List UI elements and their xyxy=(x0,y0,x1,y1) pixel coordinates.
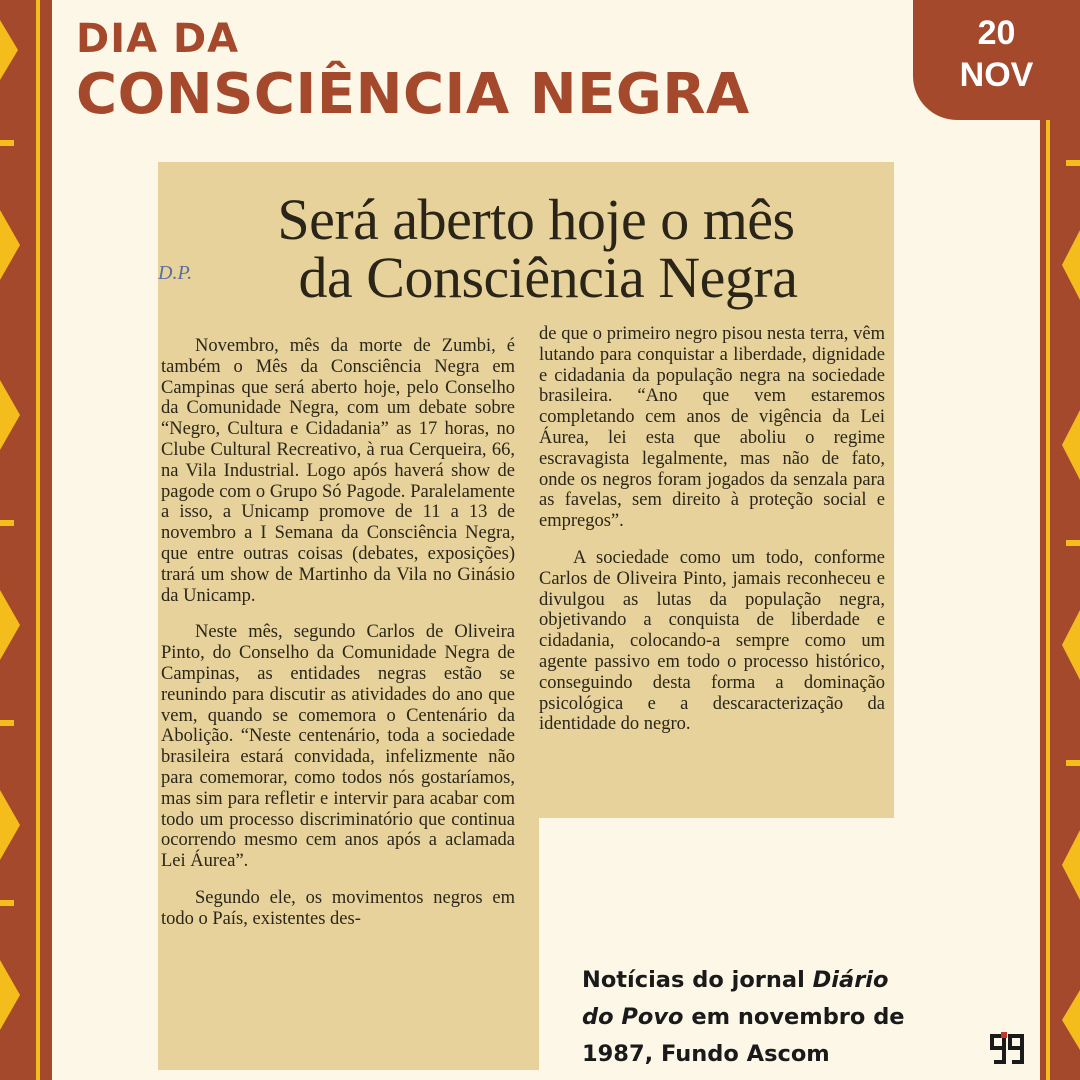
title-line-1: DIA DA xyxy=(76,16,240,62)
right-yellow-stripe xyxy=(1046,0,1050,1080)
newspaper-clipping xyxy=(158,162,894,1070)
article-paragraph: de que o primeiro negro pisou nesta terra, vêm lutando para conquistar a liberdade, dignidade e cidadania da população negra na sociedade brasileira. “Ano que vem estaremos completando cem anos de vigência da Lei Áurea, lei esta que aboliu o regime escravagista legalmente, mas não de fato, onde os negros foram jogados da senzala para as favelas, sem direito à proteção social e empregos”. xyxy=(539,324,885,532)
article-paragraph: Neste mês, segundo Carlos de Oliveira Pinto, do Conselho da Comunidade Negra de Campinas, as entidades negras estão se reunindo para discutir as atividades do ano que vem, quando se comemora o Centenário da Abolição. “Neste centenário, toda a sociedade brasileira estará convidada, infelizmente não para comemorar, como todos nós gostaríamos, mas sim para refletir e intervir para acabar com todo um processo discriminatório que continua ocorrendo mesmo cem anos após a aclamada Lei Áurea”. xyxy=(161,622,515,872)
date-month: NOV xyxy=(959,56,1034,94)
article-paragraph: Segundo ele, os movimentos negros em todo o País, existentes des- xyxy=(161,887,515,929)
article-column-1 xyxy=(161,336,515,930)
caption-text: em novembro de 1987, Fundo Ascom xyxy=(582,1004,905,1067)
tribal-border-left xyxy=(0,0,52,1080)
article-paragraph: Novembro, mês da morte de Zumbi, é também o Mês da Consciência Negra em Campinas que será aberto hoje, pelo Conselho da Comunidade Negra, com um debate sobre “Negro, Cultura e Cidadania” as 17 horas, no Clube Cultural Recreativo, à rua Cerqueira, 66, na Vila Industrial. Logo após haverá show de pagode com o Grupo Só Pagode. Paralelamente a isso, a Unicamp promove de 11 a 13 de novembro a I Semana da Consciência Negra, que entre outras coisas (debates, exposições) trará um show de Martinho da Vila no Ginásio da Unicamp. xyxy=(161,336,515,606)
date-day: 20 xyxy=(977,14,1016,52)
headline-line-1: Será aberto hoje o mês xyxy=(277,187,795,252)
title-line-2: CONSCIÊNCIA NEGRA xyxy=(76,62,750,127)
institution-logo-icon xyxy=(986,1030,1028,1070)
photo-caption xyxy=(582,962,912,1073)
date-badge xyxy=(913,0,1080,120)
caption-newspaper-name: Diário do Povo xyxy=(582,967,889,1030)
left-yellow-stripe xyxy=(36,0,40,1080)
article-paragraph: A sociedade como um todo, conforme Carlos de Oliveira Pinto, jamais reconheceu e divulgou as lutas da população negra, objetivando a conquista de liberdade e cidadania, colocando-a sempre como um agente passivo em todo o processo histórico, conseguindo desta forma a dominação psicológica e a descaracterização da identidade do negro. xyxy=(539,547,885,735)
handwritten-mark: D.P. xyxy=(158,262,193,284)
caption-text: Notícias do jornal xyxy=(582,967,813,993)
article-column-2 xyxy=(539,324,885,735)
headline-line-2: da Consciência Negra xyxy=(298,245,798,310)
